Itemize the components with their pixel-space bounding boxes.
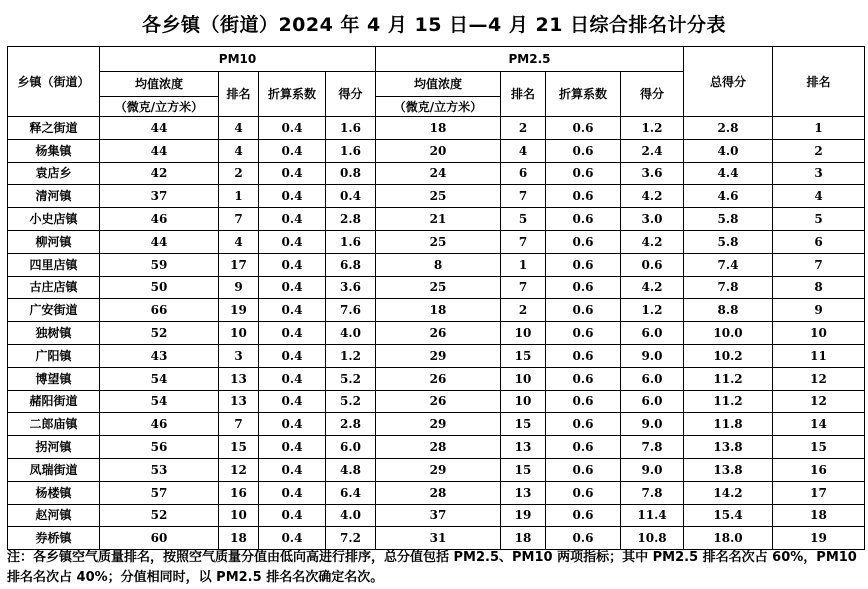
pm25-coef-cell: 0.6 [546, 367, 621, 390]
table-row [8, 117, 865, 140]
table-row [8, 481, 865, 504]
pm10-avg-cell: 56 [100, 436, 219, 459]
overall-rank-cell: 11 [773, 344, 865, 367]
pm25-coef-cell: 0.6 [546, 458, 621, 481]
page-title: 各乡镇（街道）2024 年 4 月 15 日—4 月 21 日综合排名计分表 [141, 14, 727, 36]
table-row [8, 276, 865, 299]
pm25-coef-cell: 0.6 [546, 139, 621, 162]
pm25-unit-header: （微克/立方米） [376, 97, 501, 117]
pm10-coef-cell: 0.4 [259, 117, 326, 140]
pm10-rank-cell: 7 [219, 413, 259, 436]
pm10-coef-cell: 0.4 [259, 481, 326, 504]
pm10-coef-cell: 0.4 [259, 504, 326, 527]
pm25-score-cell: 7.8 [621, 436, 684, 459]
pm25-rank-cell: 2 [501, 299, 546, 322]
pm10-rank-header: 排名 [219, 72, 259, 117]
town-name-cell: 清河镇 [8, 185, 100, 208]
table-row [8, 299, 865, 322]
pm10-rank-cell: 10 [219, 322, 259, 345]
overall-rank-cell: 18 [773, 504, 865, 527]
pm25-score-cell: 4.2 [621, 185, 684, 208]
pm10-rank-cell: 4 [219, 139, 259, 162]
pm10-rank-cell: 7 [219, 208, 259, 231]
pm10-rank-cell: 19 [219, 299, 259, 322]
pm25-avg-cell: 29 [376, 344, 501, 367]
pm10-rank-cell: 13 [219, 367, 259, 390]
pm25-score-cell: 6.0 [621, 390, 684, 413]
pm25-coef-cell: 0.6 [546, 299, 621, 322]
pm25-avg-cell: 24 [376, 162, 501, 185]
pm10-coef-cell: 0.4 [259, 344, 326, 367]
pm25-score-cell: 11.4 [621, 504, 684, 527]
pm25-rank-cell: 1 [501, 253, 546, 276]
pm10-coef-cell: 0.4 [259, 185, 326, 208]
pm10-rank-cell: 4 [219, 117, 259, 140]
total-score-cell: 14.2 [684, 481, 773, 504]
table-row [8, 253, 865, 276]
pm25-coef-cell: 0.6 [546, 230, 621, 253]
pm25-rank-cell: 10 [501, 367, 546, 390]
ranking-table-body [8, 117, 865, 550]
pm10-header: PM10 [100, 47, 376, 72]
pm10-score-cell: 7.6 [326, 299, 376, 322]
pm25-rank-cell: 15 [501, 413, 546, 436]
pm10-avg-cell: 46 [100, 208, 219, 231]
pm10-coef-cell: 0.4 [259, 390, 326, 413]
pm25-score-cell: 2.4 [621, 139, 684, 162]
pm25-avg-cell: 31 [376, 527, 501, 550]
pm10-avg-cell: 66 [100, 299, 219, 322]
pm25-avg-cell: 26 [376, 322, 501, 345]
pm10-avg-cell: 54 [100, 390, 219, 413]
pm10-avg-cell: 59 [100, 253, 219, 276]
footnote: 注：各乡镇空气质量排名，按照空气质量分值由低向高进行排序，总分值包括 PM2.5、PM10 两项指标；其中 PM2.5 排名名次占 60%，PM10 排名名次占 40%；分值相同时，以 PM2.5 排名名次确定名次。 [7, 550, 857, 585]
pm10-score-cell: 6.4 [326, 481, 376, 504]
pm10-avg-cell: 50 [100, 276, 219, 299]
table-row [8, 185, 865, 208]
pm25-rank-header: 排名 [501, 72, 546, 117]
overall-rank-cell: 1 [773, 117, 865, 140]
pm25-avg-cell: 28 [376, 436, 501, 459]
pm10-avg-cell: 44 [100, 139, 219, 162]
total-score-cell: 11.2 [684, 390, 773, 413]
pm10-score-cell: 5.2 [326, 367, 376, 390]
pm10-rank-cell: 9 [219, 276, 259, 299]
total-score-cell: 11.2 [684, 367, 773, 390]
overall-rank-cell: 14 [773, 413, 865, 436]
overall-rank-cell: 12 [773, 367, 865, 390]
pm10-avg-cell: 52 [100, 322, 219, 345]
pm10-coef-cell: 0.4 [259, 322, 326, 345]
pm10-coef-header: 折算系数 [259, 72, 326, 117]
table-row [8, 413, 865, 436]
pm25-rank-cell: 15 [501, 458, 546, 481]
table-row [8, 527, 865, 550]
total-score-cell: 18.0 [684, 527, 773, 550]
pm25-coef-cell: 0.6 [546, 208, 621, 231]
total-score-cell: 5.8 [684, 208, 773, 231]
pm10-rank-cell: 4 [219, 230, 259, 253]
overall-rank-cell: 17 [773, 481, 865, 504]
pm25-rank-cell: 18 [501, 527, 546, 550]
pm10-coef-cell: 0.4 [259, 299, 326, 322]
pm25-avg-cell: 25 [376, 230, 501, 253]
pm25-rank-cell: 13 [501, 481, 546, 504]
table-row [8, 162, 865, 185]
overall-rank-cell: 9 [773, 299, 865, 322]
pm10-rank-cell: 18 [219, 527, 259, 550]
pm10-rank-cell: 2 [219, 162, 259, 185]
table-row [8, 504, 865, 527]
pm25-coef-cell: 0.6 [546, 253, 621, 276]
pm10-score-cell: 0.8 [326, 162, 376, 185]
total-score-header: 总得分 [684, 47, 773, 117]
town-name-cell: 杨集镇 [8, 139, 100, 162]
overall-rank-cell: 3 [773, 162, 865, 185]
ranking-table [7, 46, 865, 550]
table-row [8, 390, 865, 413]
total-score-cell: 5.8 [684, 230, 773, 253]
total-score-cell: 4.0 [684, 139, 773, 162]
pm10-score-header: 得分 [326, 72, 376, 117]
table-row [8, 458, 865, 481]
pm10-rank-cell: 10 [219, 504, 259, 527]
pm25-avg-cell: 26 [376, 367, 501, 390]
pm10-coef-cell: 0.4 [259, 367, 326, 390]
pm10-score-cell: 2.8 [326, 413, 376, 436]
pm10-avg-cell: 60 [100, 527, 219, 550]
pm25-rank-cell: 10 [501, 390, 546, 413]
town-name-cell: 四里店镇 [8, 253, 100, 276]
pm25-header: PM2.5 [376, 47, 684, 72]
pm10-score-cell: 3.6 [326, 276, 376, 299]
pm25-score-cell: 4.2 [621, 230, 684, 253]
pm25-rank-cell: 7 [501, 185, 546, 208]
pm10-avg-cell: 46 [100, 413, 219, 436]
town-name-cell: 柳河镇 [8, 230, 100, 253]
pm10-score-cell: 4.0 [326, 504, 376, 527]
total-score-cell: 4.4 [684, 162, 773, 185]
town-name-cell: 释之街道 [8, 117, 100, 140]
overall-rank-cell: 10 [773, 322, 865, 345]
table-row [8, 139, 865, 162]
pm25-score-cell: 3.0 [621, 208, 684, 231]
pm25-coef-cell: 0.6 [546, 504, 621, 527]
pm25-rank-cell: 15 [501, 344, 546, 367]
pm25-rank-cell: 13 [501, 436, 546, 459]
pm10-coef-cell: 0.4 [259, 253, 326, 276]
pm25-score-cell: 9.0 [621, 344, 684, 367]
town-name-cell: 券桥镇 [8, 527, 100, 550]
total-score-cell: 7.4 [684, 253, 773, 276]
pm25-score-cell: 10.8 [621, 527, 684, 550]
total-score-cell: 8.8 [684, 299, 773, 322]
overall-rank-cell: 7 [773, 253, 865, 276]
town-name-cell: 独树镇 [8, 322, 100, 345]
pm10-rank-cell: 17 [219, 253, 259, 276]
town-name-cell: 凤瑞街道 [8, 458, 100, 481]
pm25-rank-cell: 7 [501, 276, 546, 299]
pm25-avg-header: 均值浓度 [376, 72, 501, 97]
pm25-avg-cell: 37 [376, 504, 501, 527]
pm10-score-cell: 7.2 [326, 527, 376, 550]
pm25-rank-cell: 2 [501, 117, 546, 140]
town-name-cell: 古庄店镇 [8, 276, 100, 299]
pm10-coef-cell: 0.4 [259, 436, 326, 459]
overall-rank-cell: 15 [773, 436, 865, 459]
pm10-score-cell: 5.2 [326, 390, 376, 413]
total-score-cell: 13.8 [684, 436, 773, 459]
overall-rank-cell: 4 [773, 185, 865, 208]
pm25-score-cell: 6.0 [621, 367, 684, 390]
pm10-coef-cell: 0.4 [259, 208, 326, 231]
total-score-cell: 7.8 [684, 276, 773, 299]
pm25-score-header: 得分 [621, 72, 684, 117]
pm10-coef-cell: 0.4 [259, 162, 326, 185]
pm10-avg-header: 均值浓度 [100, 72, 219, 97]
pm10-avg-cell: 44 [100, 230, 219, 253]
pm10-rank-cell: 12 [219, 458, 259, 481]
pm10-score-cell: 6.8 [326, 253, 376, 276]
table-row [8, 230, 865, 253]
pm25-coef-cell: 0.6 [546, 117, 621, 140]
pm25-coef-header: 折算系数 [546, 72, 621, 117]
pm25-score-cell: 0.6 [621, 253, 684, 276]
pm25-avg-cell: 29 [376, 458, 501, 481]
pm10-unit-header: （微克/立方米） [100, 97, 219, 117]
pm10-score-cell: 4.8 [326, 458, 376, 481]
pm25-avg-cell: 25 [376, 185, 501, 208]
pm25-score-cell: 7.8 [621, 481, 684, 504]
pm10-score-cell: 1.2 [326, 344, 376, 367]
pm10-avg-cell: 43 [100, 344, 219, 367]
pm10-score-cell: 1.6 [326, 117, 376, 140]
overall-rank-header: 排名 [773, 47, 865, 117]
total-score-cell: 10.0 [684, 322, 773, 345]
pm25-coef-cell: 0.6 [546, 481, 621, 504]
table-row [8, 322, 865, 345]
pm10-coef-cell: 0.4 [259, 139, 326, 162]
total-score-cell: 4.6 [684, 185, 773, 208]
pm10-avg-cell: 37 [100, 185, 219, 208]
overall-rank-cell: 6 [773, 230, 865, 253]
overall-rank-cell: 19 [773, 527, 865, 550]
total-score-cell: 11.8 [684, 413, 773, 436]
pm25-coef-cell: 0.6 [546, 413, 621, 436]
town-name-cell: 广安街道 [8, 299, 100, 322]
pm25-rank-cell: 10 [501, 322, 546, 345]
pm25-coef-cell: 0.6 [546, 344, 621, 367]
overall-rank-cell: 12 [773, 390, 865, 413]
pm10-avg-cell: 52 [100, 504, 219, 527]
total-score-cell: 2.8 [684, 117, 773, 140]
pm25-score-cell: 1.2 [621, 117, 684, 140]
town-name-cell: 广阳镇 [8, 344, 100, 367]
pm25-rank-cell: 19 [501, 504, 546, 527]
pm25-coef-cell: 0.6 [546, 390, 621, 413]
town-name-cell: 杨楼镇 [8, 481, 100, 504]
pm25-score-cell: 3.6 [621, 162, 684, 185]
pm25-coef-cell: 0.6 [546, 276, 621, 299]
pm10-coef-cell: 0.4 [259, 276, 326, 299]
total-score-cell: 10.2 [684, 344, 773, 367]
table-row [8, 367, 865, 390]
pm10-avg-cell: 57 [100, 481, 219, 504]
pm10-score-cell: 0.4 [326, 185, 376, 208]
pm25-avg-cell: 20 [376, 139, 501, 162]
pm25-coef-cell: 0.6 [546, 436, 621, 459]
pm10-coef-cell: 0.4 [259, 458, 326, 481]
pm25-score-cell: 4.2 [621, 276, 684, 299]
pm10-score-cell: 6.0 [326, 436, 376, 459]
pm10-avg-cell: 54 [100, 367, 219, 390]
pm25-rank-cell: 6 [501, 162, 546, 185]
pm10-score-cell: 4.0 [326, 322, 376, 345]
pm25-avg-cell: 18 [376, 299, 501, 322]
pm10-score-cell: 1.6 [326, 139, 376, 162]
pm25-rank-cell: 5 [501, 208, 546, 231]
table-row [8, 208, 865, 231]
pm10-rank-cell: 3 [219, 344, 259, 367]
pm25-coef-cell: 0.6 [546, 322, 621, 345]
table-row [8, 436, 865, 459]
pm10-score-cell: 1.6 [326, 230, 376, 253]
total-score-cell: 13.8 [684, 458, 773, 481]
overall-rank-cell: 8 [773, 276, 865, 299]
pm25-avg-cell: 25 [376, 276, 501, 299]
pm25-avg-cell: 18 [376, 117, 501, 140]
pm25-coef-cell: 0.6 [546, 527, 621, 550]
pm25-coef-cell: 0.6 [546, 162, 621, 185]
pm25-avg-cell: 29 [376, 413, 501, 436]
pm25-avg-cell: 28 [376, 481, 501, 504]
overall-rank-cell: 2 [773, 139, 865, 162]
town-name-cell: 博望镇 [8, 367, 100, 390]
pm10-coef-cell: 0.4 [259, 230, 326, 253]
pm25-rank-cell: 4 [501, 139, 546, 162]
table-row [8, 344, 865, 367]
pm10-avg-cell: 53 [100, 458, 219, 481]
pm25-avg-cell: 8 [376, 253, 501, 276]
pm10-score-cell: 2.8 [326, 208, 376, 231]
pm25-avg-cell: 26 [376, 390, 501, 413]
town-name-cell: 拐河镇 [8, 436, 100, 459]
overall-rank-cell: 16 [773, 458, 865, 481]
pm10-rank-cell: 16 [219, 481, 259, 504]
pm10-coef-cell: 0.4 [259, 413, 326, 436]
town-header: 乡镇（街道） [8, 47, 100, 117]
overall-rank-cell: 5 [773, 208, 865, 231]
pm10-coef-cell: 0.4 [259, 527, 326, 550]
pm25-score-cell: 9.0 [621, 458, 684, 481]
pm10-avg-cell: 42 [100, 162, 219, 185]
town-name-cell: 赵河镇 [8, 504, 100, 527]
town-name-cell: 小史店镇 [8, 208, 100, 231]
town-name-cell: 二郎庙镇 [8, 413, 100, 436]
pm25-avg-cell: 21 [376, 208, 501, 231]
pm10-rank-cell: 15 [219, 436, 259, 459]
town-name-cell: 赭阳街道 [8, 390, 100, 413]
pm25-score-cell: 9.0 [621, 413, 684, 436]
pm10-rank-cell: 13 [219, 390, 259, 413]
town-name-cell: 袁店乡 [8, 162, 100, 185]
pm25-rank-cell: 7 [501, 230, 546, 253]
pm25-score-cell: 6.0 [621, 322, 684, 345]
pm25-coef-cell: 0.6 [546, 185, 621, 208]
pm10-avg-cell: 44 [100, 117, 219, 140]
pm25-score-cell: 1.2 [621, 299, 684, 322]
total-score-cell: 15.4 [684, 504, 773, 527]
pm10-rank-cell: 1 [219, 185, 259, 208]
